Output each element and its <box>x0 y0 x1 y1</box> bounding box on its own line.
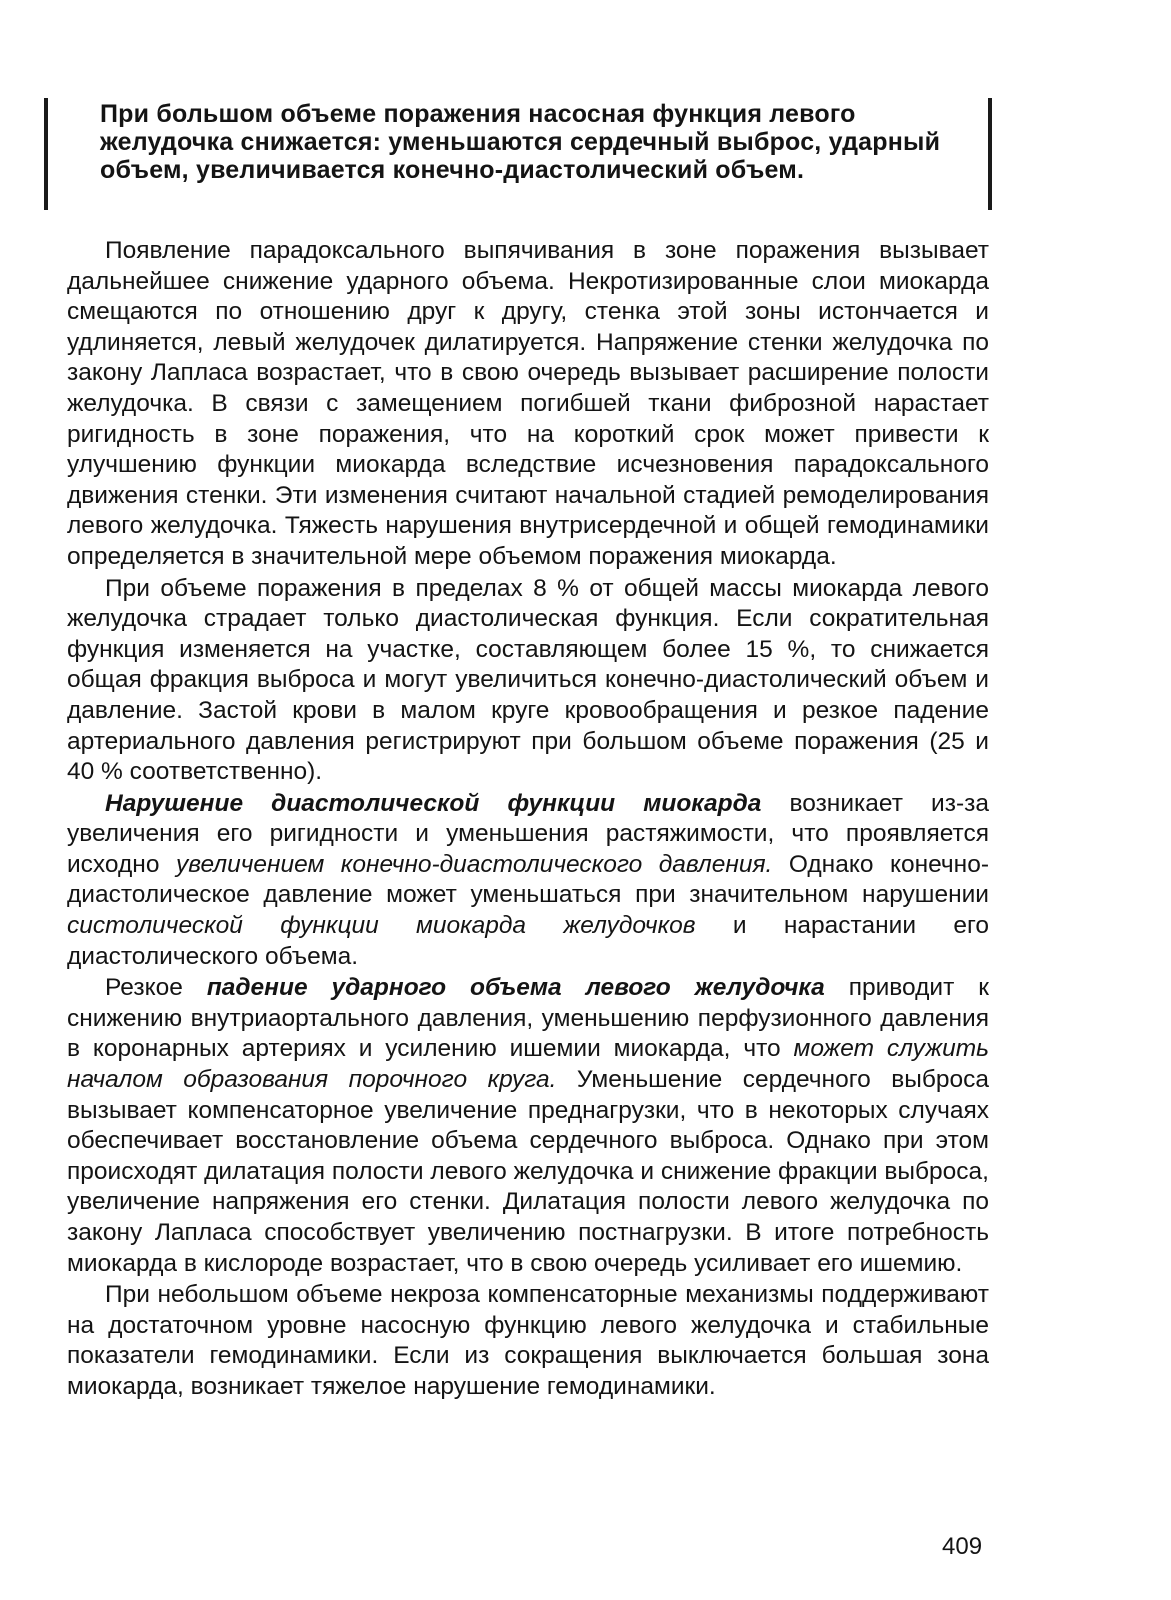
left-margin-bar <box>44 98 48 210</box>
paragraph-3-bold-lead: Нарушение диастолической функции миокарда <box>105 789 762 817</box>
right-margin-bar <box>988 98 992 210</box>
paragraph-5: При небольшом объеме некроза компенсаторные механизмы поддерживают на достаточном уровне насосную функцию левого желудочка и стабильные показатели гемодинамики. Если из сокращения выключается большая зона миокарда, возникает тяжелое нарушение гемодинамики. <box>67 1281 989 1400</box>
paragraph-4-text-2: приводит к снижению внутриаортального давления, уменьшению перфузионного давления в коронарных артериях и усилению ишемии миокарда, что <box>67 974 989 1063</box>
paragraph-2: При объеме поражения в пределах 8 % от общей массы миокарда левого желудочка страдает только диастолическая функция. Если сократительная функция изменяется на участке, составляющем более 15 %, то снижается общая фракция выброса и могут увеличиться конечно-диастолический объем и давление. Застой крови в малом круге кровообращения и резкое падение артериального давления регистрируют при большом объеме поражения (25 и 40 % соответственно). <box>67 574 989 786</box>
paragraph-4-bold-italic: падение ударного объема левого желудочка <box>206 974 825 1002</box>
paragraph-4-italic: может служить началом образования порочного круга. <box>67 1035 989 1094</box>
paragraph-3-text-1: возникает из-за увеличения его ригидности и уменьшения растяжимости, что проявляется исходно <box>67 789 989 878</box>
page-number: 409 <box>942 1533 983 1560</box>
paragraph-1: Появление парадоксального выпячивания в зоне поражения вызывает дальнейшее снижение ударного объема. Некротизированные слои миокарда смещаются по отношению друг к другу, стенка этой зоны истончается и удлиняется, левый желудочек дилатируется. Напряжение стенки желудочка по закону Лапласа возрастает, что в свою очередь вызывает расширение полости желудочка. В связи с замещением погибшей ткани фиброзной нарастает ригидность в зоне поражения, что на короткий срок может привести к улучшению функции миокарда вследствие исчезновения парадоксального движения стенки. Эти изменения считают начальной стадией ремоделирования левого желудочка. Тяжесть нарушения внутрисердечной и общей гемодинамики определяется в значительной мере объемом поражения миокарда. <box>67 237 989 570</box>
paragraph-3-text-2: Однако конечно-диастолическое давление может уменьшаться при значительном нарушении <box>67 850 989 909</box>
highlight-box <box>44 98 992 210</box>
paragraph-3-text-3: и нарастании его диастолического объема. <box>67 912 990 970</box>
paragraph-3 <box>67 789 989 973</box>
paragraph-3-italic-1: увеличением конечно-диастолического давления. <box>175 850 773 878</box>
paragraph-4-text-3: Уменьшение сердечного выброса вызывает компенсаторное увеличение преднагрузки, что в некоторых случаях обеспечивает восстановление объема сердечного выброса. Однако при этом происходят дилатация полости левого желудочка и снижение фракции выброса, увеличение напряжения его стенки. Дилатация полости левого желудочка по закону Лапласа способствует увеличению постнагрузки. В итоге потребность миокарда в кислороде возрастает, что в свою очередь усиливает его ишемию. <box>67 1066 989 1277</box>
paragraph-4-text-1: Резкое <box>105 974 207 1002</box>
paragraph-3-italic-2: систолической функции миокарда желудочков <box>67 912 696 940</box>
paragraph-4 <box>67 973 989 1279</box>
highlight-box-text: При большом объеме поражения насосная функция левого желудочка снижается: уменьшаются сердечный выброс, ударный объем, увеличивается конечно-диастолический объем. <box>100 100 941 184</box>
body-text <box>67 236 989 1403</box>
